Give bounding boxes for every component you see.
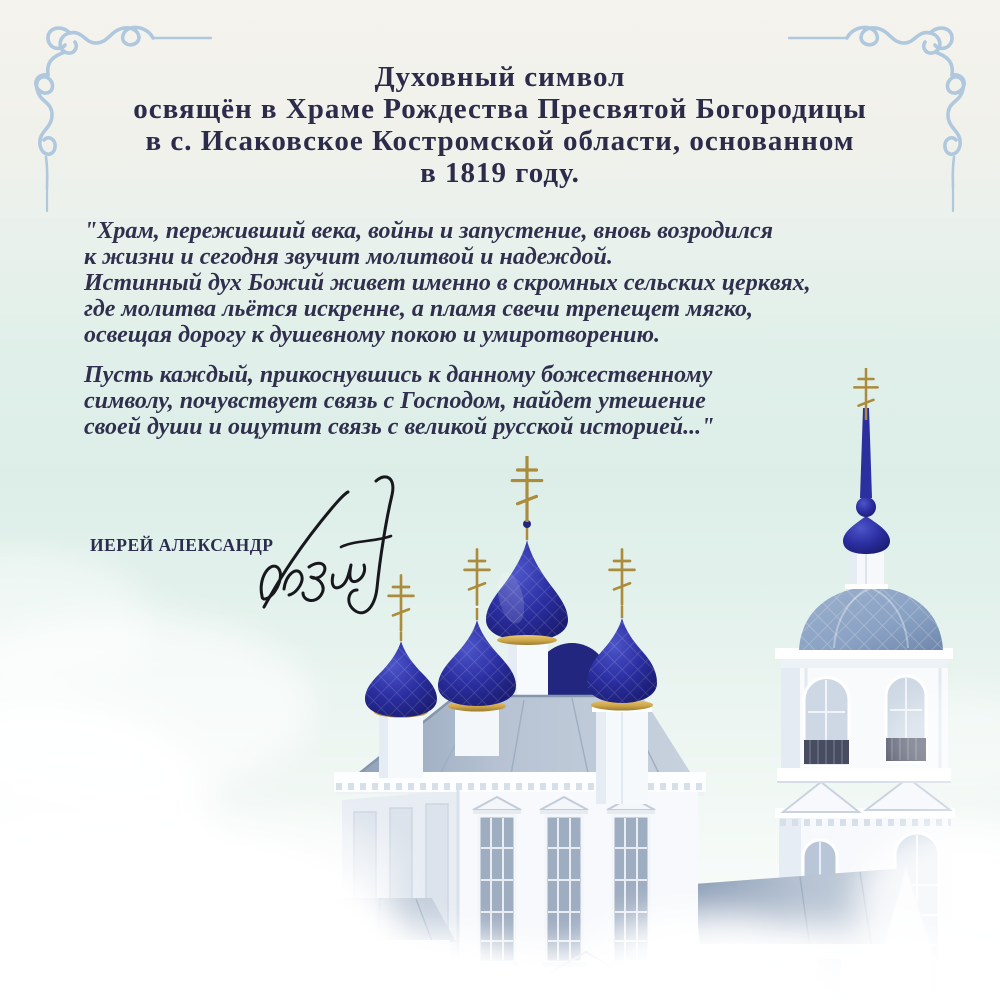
dedication-paragraph-2 (84, 362, 864, 440)
title-line: Духовный символ (374, 61, 626, 93)
quote-line: символу, почувствует связь с Господом, найдет утешение (84, 388, 706, 414)
gold-band (497, 635, 557, 645)
signature-icon (245, 468, 405, 633)
quote-line: освещая дорогу к душевному покою и умиротворению. (84, 322, 661, 348)
cross-icon (465, 549, 490, 604)
cross-icon (512, 456, 542, 521)
title-line: в 1819 году. (420, 157, 580, 189)
quote-line: Истинный дух Божий живет именно в скромных сельских церквях, (84, 270, 811, 296)
quote-line: своей души и ощутит связь с великой русской историей..." (84, 414, 715, 440)
cross-icon (610, 549, 635, 604)
tower-dome (793, 586, 951, 655)
quote-line: Пусть каждый, прикоснувшись к данному божественному (84, 362, 713, 388)
quote-line: "Храм, переживший века, войны и запустение, вновь возродился (84, 218, 773, 244)
title-line: освящён в Храме Рождества Пресвятой Богородицы (133, 93, 867, 125)
signer-name: ИЕРЕЙ АЛЕКСАНДР (90, 535, 274, 555)
onion-dome-right (587, 549, 657, 804)
spire-ball (856, 497, 876, 517)
dedication-paragraph-1 (84, 218, 864, 348)
quote-line: к жизни и сегодня звучит молитвой и надеждой. (84, 244, 613, 270)
page-title (0, 61, 1000, 189)
quote-line: где молитва льётся искренне, а пламя свечи трепещет мягко, (84, 296, 753, 322)
title-line: в с. Исаковское Костромской области, основанном (145, 125, 855, 157)
dedication-text (84, 218, 864, 440)
